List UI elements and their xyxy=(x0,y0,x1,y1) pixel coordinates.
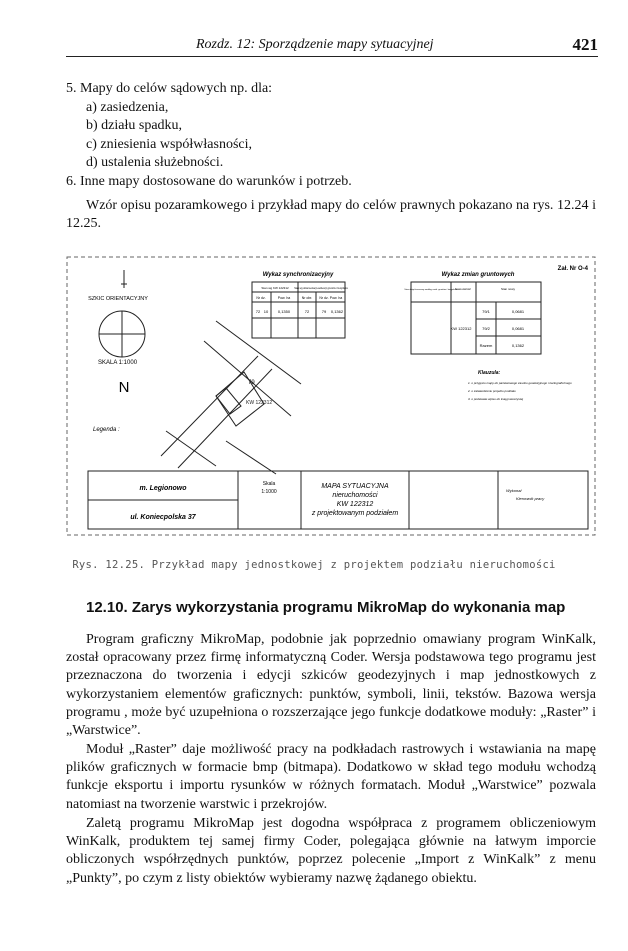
changes-cell: 79/2 xyxy=(482,326,490,331)
parcel-number: 79 xyxy=(248,380,255,386)
kw-cell: KW 122312 xyxy=(450,326,472,331)
map-types-list xyxy=(66,80,352,191)
sync-col: Pow. ha xyxy=(329,296,343,300)
sync-col: Nr obr. xyxy=(301,296,313,300)
changes-header: Nowa wartość xyxy=(455,288,471,291)
list-item: 6. Inne mapy dostosowane do warunków i potrzeb. xyxy=(66,173,352,189)
orientation-label: SZKIC ORIENTACYJNY xyxy=(88,296,148,302)
changes-cell: 79/1 xyxy=(482,309,490,314)
changes-header: Stan dotychczasowy według ewid. gruntów i budynków xyxy=(404,289,458,291)
sheet-number: Zał. Nr O-4 xyxy=(557,266,588,272)
author-role: Kierownik pracy xyxy=(516,496,545,501)
scale-label: SKALA 1:1000 xyxy=(98,360,138,366)
list-subitem: a) zasiedzenia, xyxy=(86,99,169,115)
body-paragraph: Moduł „Raster” daje możliwość pracy na podkładach rastrowych i wstawiania na mapę plików graficznych w formacie bmp (bitmapa). Dodatkowo w skład tego modułu wchodzą funkcje eksportu i importu rysunków w różnych formatach. Moduł „Warstwice” pozwala natomiast na tworzenie warstwic i przekrojów. xyxy=(66,742,596,812)
list-item: 5. Mapy do celów sądowych np. dla: xyxy=(66,81,273,96)
map-title: KW 122312 xyxy=(336,501,374,508)
sync-col: Nr dz. xyxy=(319,296,329,300)
legend-label: Legenda : xyxy=(93,427,120,433)
changes-cell: Razem xyxy=(479,343,493,348)
changes-cell: 0,0681 xyxy=(511,326,525,331)
clause-title: Klauzula: xyxy=(478,370,501,376)
sync-cell: 0,1350 xyxy=(277,309,291,314)
clause: 2. o zatwierdzeniu projektu podziału xyxy=(468,389,516,393)
north-arrow-icon: N xyxy=(118,379,130,396)
sync-cell: 10 xyxy=(263,309,269,314)
sync-cell: 0,1362 xyxy=(330,309,344,314)
body-paragraph: Program graficzny MikroMap, podobnie jak poprzednio omawiany program WinKalk, został opracowany przez firmę informatyczną Coder. Wersja podstawowa tego programu jest przeznaczona do tworzenia i edycji szkiców geodezyjnych i map jednostkowych z wykorzystaniem elementów graficznych: punktów, symboli, linii, tekstów. Bazowa wersja programu , może być uzupełniona o rozszerzające jego funkcje dodatkowe moduły: „Raster” i „Warstwice”. xyxy=(66,632,596,739)
clause: 3. o podstawie wpisu do księgi wieczystej xyxy=(468,397,524,401)
author-label: Wykonał xyxy=(506,488,522,493)
clause-block xyxy=(467,370,572,401)
intro-paragraph: Wzór opisu pozaramkowego i przykład mapy do celów prawnych pokazano na rys. 12.24 i 12.25. xyxy=(66,198,596,232)
orientation-sketch xyxy=(88,270,148,433)
list-subitem: b) działu spadku, xyxy=(86,118,183,133)
changes-cell: 0,1362 xyxy=(511,343,525,348)
sync-col: Nr dz. xyxy=(256,296,266,300)
section-heading: 12.10. Zarys wykorzystania programu MikroMap do wykonania map xyxy=(86,599,566,616)
list-subitem: d) ustalenia służebności. xyxy=(86,155,224,170)
sync-cell: 72 xyxy=(255,309,261,314)
title-block xyxy=(88,471,588,529)
sync-table-title: Wykaz synchronizacyjny xyxy=(262,272,334,278)
map-title: z projektowanym podziałem xyxy=(311,510,399,517)
body-paragraph: Zaletą programu MikroMap jest dogodna współpraca z programem obliczeniowym WinKalk, produktem tej samej firmy Coder, polegająca głównie na łatwym imporcie obliczonych współrzędnych punktów, poprzez polecenie „Import z WinKalk” z menu „Punkty”, po czym z listy obiektów wybieramy nazwę żądanego obiektu. xyxy=(66,816,596,886)
figure-map xyxy=(66,256,596,536)
town-name: m. Legionowo xyxy=(139,485,187,492)
page-number: 421 xyxy=(572,35,598,54)
sync-table xyxy=(252,272,348,338)
sync-header: Stan wg KW 122312 xyxy=(261,286,289,290)
map-sheet xyxy=(66,256,596,536)
changes-table xyxy=(404,272,541,354)
changes-table-title: Wykaz zmian gruntowych xyxy=(441,272,515,278)
map-title: MAPA SYTUACYJNA xyxy=(321,483,389,490)
scale-value: 1:1000 xyxy=(261,489,277,495)
sync-header: Stan wg dokumentacji ewidencji gruntów i budynków xyxy=(294,288,348,290)
sync-col: Pow. ha xyxy=(277,296,291,300)
sync-cell: 72 xyxy=(304,309,310,314)
list-subitem: c) zniesienia współwłasności, xyxy=(86,136,253,152)
changes-header: Stan nowy xyxy=(500,287,516,291)
changes-cell: 0,0681 xyxy=(511,309,525,314)
scale-caption: Skala xyxy=(262,481,276,487)
chapter-title: Rozdz. 12: Sporządzenie mapy sytuacyjnej xyxy=(196,37,434,52)
map-title: nieruchomości xyxy=(332,492,378,499)
clause: 1. o przyjęciu mapy do państwowego zasobu geodezyjnego i kartograficznego xyxy=(468,381,572,385)
sync-cell: 79 xyxy=(321,309,327,314)
figure-caption: Rys. 12.25. Przykład mapy jednostkowej z projektem podziału nieruchomości xyxy=(72,559,556,571)
kw-label: KW 122312 xyxy=(246,400,273,406)
header-rule xyxy=(66,56,598,57)
running-header xyxy=(66,37,598,59)
street-name: ul. Koniecpolska 37 xyxy=(130,514,196,521)
parcel-drawing xyxy=(161,321,301,474)
